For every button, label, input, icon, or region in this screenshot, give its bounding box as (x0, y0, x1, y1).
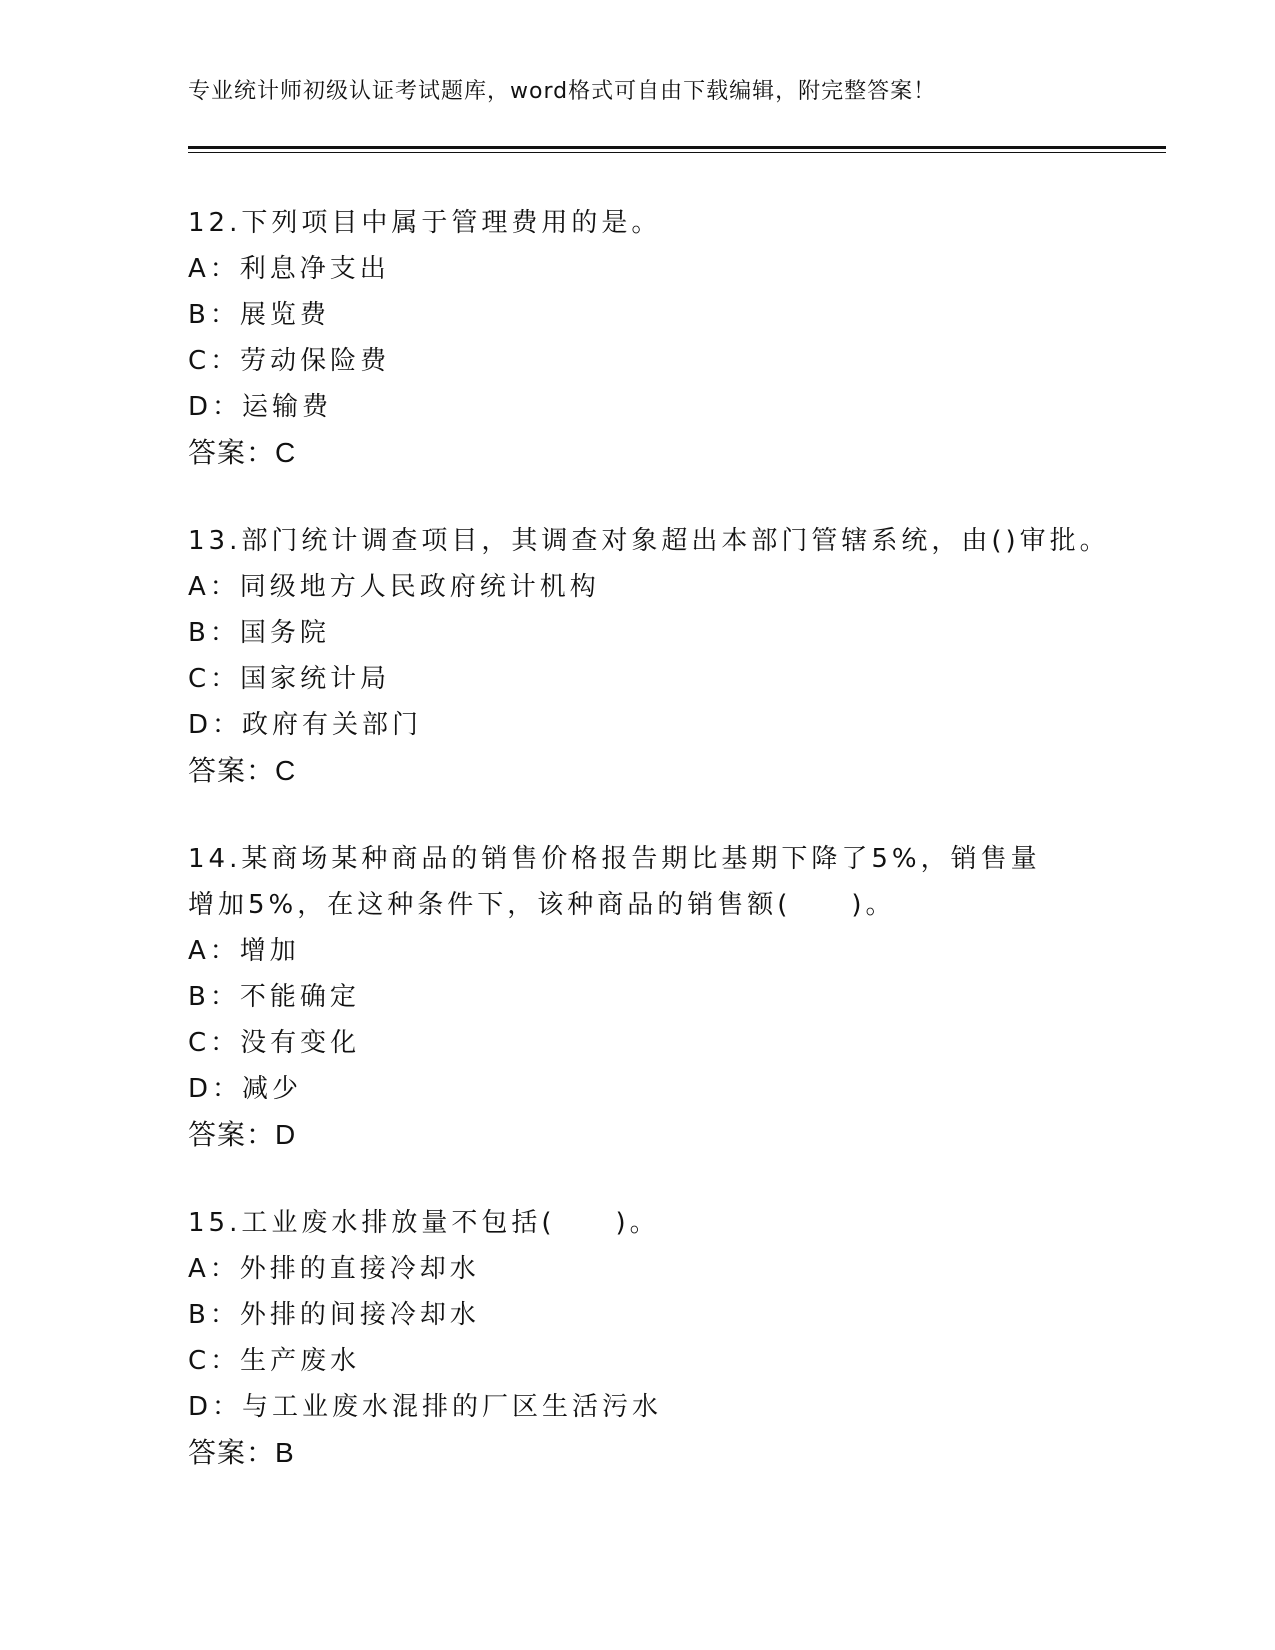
question-15 (188, 1200, 1068, 1476)
option-a (188, 1246, 1068, 1292)
question-14 (188, 836, 1068, 1158)
option-text: 运输费 (242, 392, 333, 422)
option-b (188, 1292, 1068, 1338)
question-12 (188, 200, 1068, 476)
option-text: 外排的直接冷却水 (239, 1254, 480, 1284)
question-13 (188, 518, 1110, 794)
option-letter: A： (188, 254, 240, 284)
option-text: 展览费 (239, 300, 330, 330)
option-text: 生产废水 (240, 1346, 361, 1376)
option-c (188, 1338, 1068, 1384)
option-text: 减少 (242, 1074, 303, 1104)
header-rule-thin (188, 152, 1166, 153)
option-text: 政府有关部门 (242, 710, 423, 740)
option-c (188, 656, 1068, 702)
option-letter: A： (188, 936, 240, 966)
question-stem: 14.某商场某种商品的销售价格报告期比基期下降了5%，销售量增加5%，在这种条件下，该种商品的销售额( )。 (188, 844, 1041, 920)
option-text: 没有变化 (240, 1028, 361, 1058)
option-text: 国务院 (239, 618, 330, 648)
answer-line: 答案：D (188, 1119, 297, 1150)
answer-line: 答案：C (188, 755, 297, 786)
option-text: 增加 (239, 936, 300, 966)
header-rule-thick (188, 146, 1166, 149)
option-letter: C： (188, 1028, 241, 1058)
option-letter: D： (188, 710, 243, 740)
option-letter: C： (188, 664, 241, 694)
page-header: 专业统计师初级认证考试题库，word格式可自由下载编辑，附完整答案！ (188, 79, 937, 104)
question-list (188, 200, 1110, 1518)
answer-line: 答案：C (188, 437, 297, 468)
question-stem: 15.工业废水排放量不包括( )。 (188, 1208, 660, 1238)
option-a (188, 928, 1068, 974)
option-b (188, 610, 1068, 656)
option-d (188, 702, 1068, 748)
option-letter: B： (188, 982, 240, 1012)
option-letter: D： (188, 392, 243, 422)
option-letter: A： (188, 572, 240, 602)
option-text: 国家统计局 (240, 664, 391, 694)
option-letter: C： (188, 1346, 241, 1376)
option-text: 利息净支出 (239, 254, 390, 284)
option-c (188, 1020, 1068, 1066)
option-letter: D： (188, 1074, 243, 1104)
answer-line: 答案：B (188, 1437, 295, 1468)
question-stem: 12.下列项目中属于管理费用的是。 (188, 208, 662, 238)
option-text: 同级地方人民政府统计机构 (239, 572, 600, 602)
option-b (188, 974, 1068, 1020)
option-d (188, 1066, 1068, 1112)
option-text: 外排的间接冷却水 (239, 1300, 480, 1330)
option-letter: B： (188, 618, 240, 648)
option-d (188, 1384, 1068, 1430)
option-d (188, 384, 1068, 430)
option-text: 劳动保险费 (240, 346, 391, 376)
option-letter: B： (188, 300, 240, 330)
option-text: 不能确定 (239, 982, 360, 1012)
option-c (188, 338, 1068, 384)
option-b (188, 292, 1068, 338)
option-letter: C： (188, 346, 241, 376)
option-letter: D： (188, 1392, 243, 1422)
question-stem: 13.部门统计调查项目，其调查对象超出本部门管辖系统，由()审批。 (188, 526, 1110, 556)
option-text: 与工业废水混排的厂区生活污水 (242, 1392, 663, 1422)
option-letter: A： (188, 1254, 240, 1284)
option-a (188, 564, 1068, 610)
option-letter: B： (188, 1300, 240, 1330)
option-a (188, 246, 1068, 292)
